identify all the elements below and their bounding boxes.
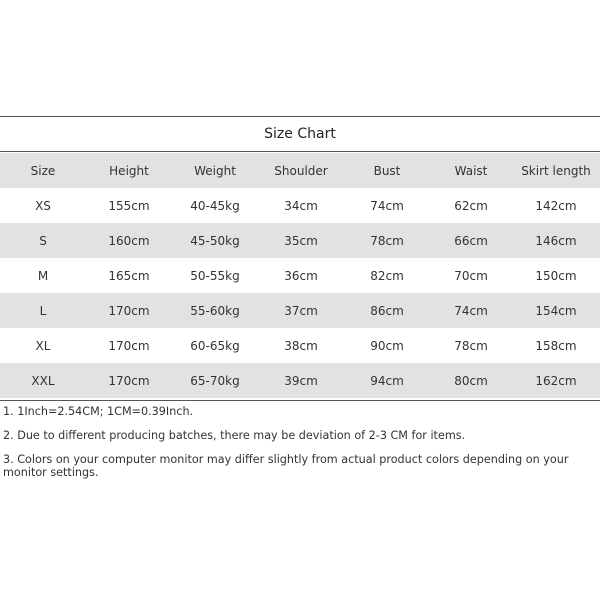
cell-height: 155cm: [108, 198, 150, 213]
cell-waist: 80cm: [454, 373, 488, 388]
cell-waist: 78cm: [454, 338, 488, 353]
cell-weight: 45-50kg: [190, 233, 240, 248]
cell-shoulder: 35cm: [284, 233, 318, 248]
cell-height: 170cm: [108, 338, 150, 353]
cell-weight: 40-45kg: [190, 198, 240, 213]
table-row: [0, 223, 600, 258]
cell-bust: 82cm: [370, 268, 404, 283]
cell-shoulder: 36cm: [284, 268, 318, 283]
cell-skirt-length: 162cm: [535, 373, 577, 388]
table-row: [0, 258, 600, 293]
cell-weight: 50-55kg: [190, 268, 240, 283]
cell-waist: 74cm: [454, 303, 488, 318]
cell-skirt-length: 154cm: [535, 303, 577, 318]
table-row: [0, 363, 600, 398]
cell-bust: 90cm: [370, 338, 404, 353]
cell-height: 160cm: [108, 233, 150, 248]
cell-skirt-length: 146cm: [535, 233, 577, 248]
header-shoulder: Shoulder: [274, 163, 328, 178]
header-size: Size: [30, 163, 56, 178]
note-conversion: 1. 1Inch=2.54CM; 1CM=0.39Inch.: [3, 405, 194, 418]
cell-shoulder: 34cm: [284, 198, 318, 213]
cell-waist: 62cm: [454, 198, 488, 213]
cell-size: M: [37, 268, 49, 283]
cell-skirt-length: 158cm: [535, 338, 577, 353]
cell-shoulder: 39cm: [284, 373, 318, 388]
cell-bust: 94cm: [370, 373, 404, 388]
cell-shoulder: 38cm: [284, 338, 318, 353]
cell-waist: 66cm: [454, 233, 488, 248]
table-row: [0, 328, 600, 363]
size-chart-title: [0, 116, 600, 152]
cell-size: XL: [35, 338, 51, 353]
size-notes: [0, 401, 600, 479]
cell-weight: 65-70kg: [190, 373, 240, 388]
cell-height: 165cm: [108, 268, 150, 283]
cell-size: XS: [35, 198, 51, 213]
cell-size: S: [39, 233, 47, 248]
cell-weight: 60-65kg: [190, 338, 240, 353]
cell-weight: 55-60kg: [190, 303, 240, 318]
size-chart: [0, 116, 600, 479]
header-skirt-length: Skirt length: [521, 163, 591, 178]
cell-height: 170cm: [108, 303, 150, 318]
header-bust: Bust: [373, 163, 401, 178]
cell-waist: 70cm: [454, 268, 488, 283]
table-header-row: [0, 153, 600, 188]
chart-title-text: Size Chart: [264, 126, 336, 142]
cell-bust: 74cm: [370, 198, 404, 213]
header-height: Height: [109, 163, 149, 178]
cell-bust: 78cm: [370, 233, 404, 248]
note-deviation: 2. Due to different producing batches, there may be deviation of 2-3 CM for items.: [3, 429, 466, 442]
table-row: [0, 293, 600, 328]
note-color-disclaimer: 3. Colors on your computer monitor may differ slightly from actual product colors depending on your monitor settings.: [3, 453, 569, 479]
table-body: [0, 188, 600, 398]
cell-skirt-length: 142cm: [535, 198, 577, 213]
header-waist: Waist: [454, 163, 488, 178]
cell-shoulder: 37cm: [284, 303, 318, 318]
cell-skirt-length: 150cm: [535, 268, 577, 283]
cell-height: 170cm: [108, 373, 150, 388]
table-row: [0, 188, 600, 223]
cell-bust: 86cm: [370, 303, 404, 318]
header-weight: Weight: [194, 163, 236, 178]
cell-size: L: [39, 303, 47, 318]
cell-size: XXL: [31, 373, 55, 388]
